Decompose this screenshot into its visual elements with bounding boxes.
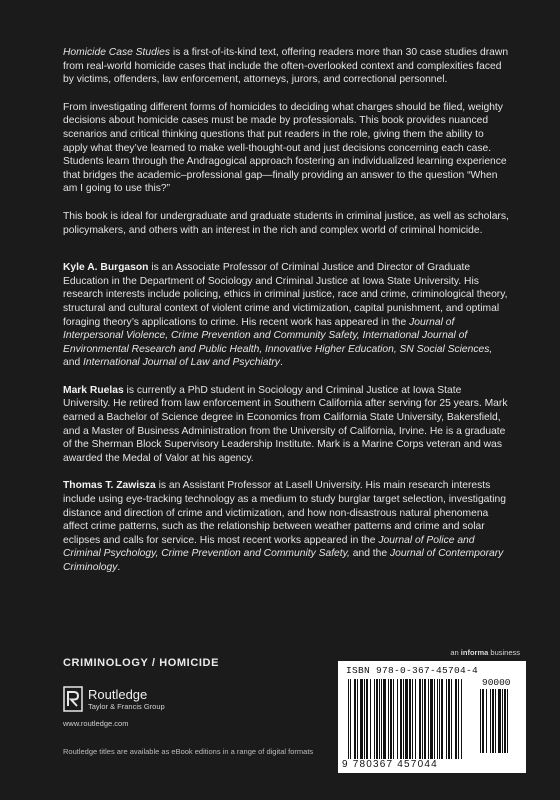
book-title: Homicide Case Studies [63,47,171,58]
author-bio-1: Kyle A. Burgason is an Associate Professor of Criminal Justice and Director of Graduate Education in the Department of Sociology and Criminal Justice at Iowa State University. His research interests include policing, ethics in criminal justice, race and crime, criminological theory, structural and cultural context of violent crime and victimization, capital punishment, and optimal foraging theory’s applications to crime. His recent work has appeared in the Journal of Interpersonal Violence, Crime Prevention and Community Safety, International Journal of Environmental Research and Public Health, Innovative Higher Education, SN Social Sciences, and International Journal of Law and Psychiatry. [63,262,508,369]
journal-list: Journal of Police and Criminal Psychology, Crime Prevention and Community Safety, [63,534,475,560]
informa-brand: informa [460,648,489,657]
author-name: Mark Ruelas [63,384,124,396]
price-code: 90000 [482,677,511,688]
informa-business-tag: an informa business [450,648,520,657]
author-name: Thomas T. Zawisza [63,480,156,492]
section-gap [63,251,510,261]
author-bio-3: Thomas T. Zawisza is an Assistant Professor at Lasell University. His main research interests include using eye-tracking technology as a medium to study burglar target selection, investigating distance and direction of crime and victimization, and how non-disastrous natural phenomena affect crime patterns, such as the relationship between weather patterns and crime and solar eclipses and calls for service. His most recent works appeared in the Journal of Police and Criminal Psychology, Crime Prevention and Community Safety, and the Journal of Contemporary Criminology. [63,480,507,573]
barcode-digits: 9 780367 457044 [342,759,438,770]
publisher-group: Taylor & Francis Group [88,701,165,711]
publisher-logo [63,686,165,712]
barcode-bars [348,679,476,759]
barcode-addon-bars [480,689,520,753]
description-paragraph-2: From investigating different forms of homicides to deciding what charges should be filed, weighty decisions about homicide cases must be made by professionals. This book provides nuanced scenarios and critical thinking questions that put readers in the role, giving them the ability to apply what they’ve learned to make well-thought-out and just decisions concerning each case. Students learn through the Andragogical approach fostering an individualized learning experience that bridges the academic–professional gap—finally providing an answer to the question “When am I going to use this?” [63,101,507,195]
routledge-logo-icon [63,686,83,712]
publisher-name: Routledge [88,686,148,702]
journal-name: International Journal of Law and Psychiatry [83,357,280,369]
ebook-note: Routledge titles are available as eBook editions in a range of digital formats [63,747,314,756]
publisher-url[interactable]: www.routledge.com [63,719,129,728]
journal-list: Journal of Interpersonal Violence, Crime Prevention and Community Safety, International Journal of Environmental Research and Public Health, Innovative Higher Education, SN Social Sciences, [63,316,493,355]
text-column [63,46,510,589]
subject-category: CRIMINOLOGY / HOMICIDE [63,657,220,669]
journal-name: Journal of Contemporary Criminology [63,548,504,573]
isbn-text: ISBN 978-0-367-45704-4 [346,665,479,676]
description-paragraph-3: This book is ideal for undergraduate and graduate students in criminal justice, as well as scholars, policymakers, and others with an interest in the rich and complex world of criminal homicide. [63,210,509,236]
isbn-barcode [338,661,526,773]
description-paragraph-1 [63,46,510,87]
author-name: Kyle A. Burgason [63,262,149,274]
author-bio-2: Mark Ruelas is currently a PhD student in Sociology and Criminal Justice at Iowa State University. He retired from law enforcement in Southern California after serving for 25 years. Mark earned a Bachelor of Science degree in Economics from California State University, Bakersfield, and a Master of Business Administration from the University of California, Irvine. He is a graduate of the Sherman Block Supervisory Leadership Institute. Mark is a Marine Corps veteran and was awarded the Medal of Valor at his agency. [63,384,508,464]
description-text-1: is a first-of-its-kind text, offering readers more than 30 case studies drawn from real-world homicide cases that include the often-overlooked context and complexities faced by victims, offenders, law enforcement, attorneys, jurors, and correctional personnel. [63,47,509,86]
